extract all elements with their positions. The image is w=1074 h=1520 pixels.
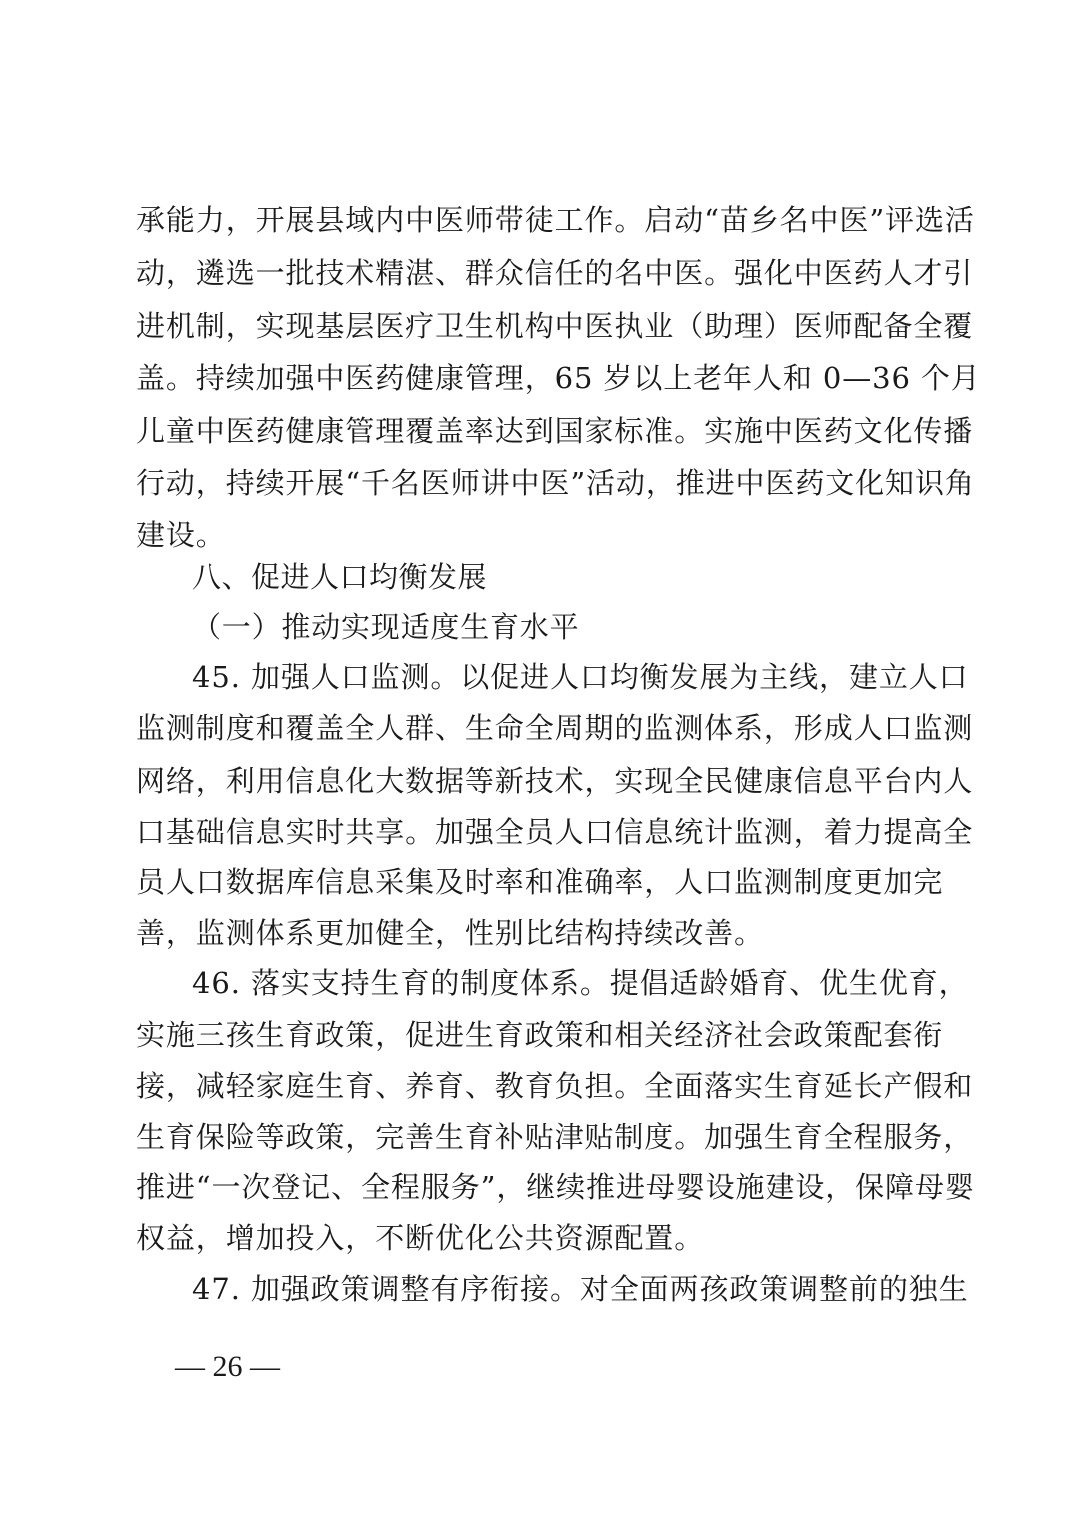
body-text-line: 实施三孩生育政策，促进生育政策和相关经济社会政策配套衔 bbox=[136, 1018, 944, 1052]
section-heading: 八、促进人口均衡发展 bbox=[192, 560, 488, 594]
body-text-line: 生育保险等政策，完善生育补贴津贴制度。加强生育全程服务， bbox=[136, 1120, 974, 1154]
body-text-line: 权益，增加投入，不断优化公共资源配置。 bbox=[136, 1221, 705, 1255]
body-text-line: 行动，持续开展“千名医师讲中医”活动，推进中医药文化知识角 bbox=[136, 466, 975, 500]
body-text-line: 善，监测体系更加健全，性别比结构持续改善。 bbox=[136, 916, 764, 950]
body-text-line: 网络，利用信息化大数据等新技术，实现全民健康信息平台内人 bbox=[136, 764, 974, 798]
paragraph-start-line: 47. 加强政策调整有序衔接。对全面两孩政策调整前的独生 bbox=[192, 1272, 969, 1306]
body-text-line: 承能力，开展县域内中医师带徒工作。启动“苗乡名中医”评选活 bbox=[136, 203, 975, 237]
page-number: — 26 — bbox=[175, 1350, 280, 1383]
body-text-line: 口基础信息实时共享。加强全员人口信息统计监测，着力提高全 bbox=[136, 815, 974, 849]
subsection-heading: （一）推动实现适度生育水平 bbox=[192, 610, 580, 644]
body-text-line: 建设。 bbox=[136, 518, 226, 552]
body-text-line: 儿童中医药健康管理覆盖率达到国家标准。实施中医药文化传播 bbox=[136, 414, 974, 448]
body-text-line: 进机制，实现基层医疗卫生机构中医执业（助理）医师配备全覆 bbox=[136, 309, 974, 343]
paragraph-start-line: 46. 落实支持生育的制度体系。提倡适龄婚育、优生优育， bbox=[192, 966, 969, 1000]
body-text-line: 动，遴选一批技术精湛、群众信任的名中医。强化中医药人才引 bbox=[136, 256, 974, 290]
body-text-line: 员人口数据库信息采集及时率和准确率，人口监测制度更加完 bbox=[136, 865, 944, 899]
body-text-line: 盖。持续加强中医药健康管理，65 岁以上老年人和 0—36 个月 bbox=[136, 361, 981, 395]
body-text-line: 接，减轻家庭生育、养育、教育负担。全面落实生育延长产假和 bbox=[136, 1069, 974, 1103]
body-text-line: 监测制度和覆盖全人群、生命全周期的监测体系，形成人口监测 bbox=[136, 711, 974, 745]
paragraph-start-line: 45. 加强人口监测。以促进人口均衡发展为主线，建立人口 bbox=[192, 660, 969, 694]
body-text-line: 推进“一次登记、全程服务”，继续推进母婴设施建设，保障母婴 bbox=[136, 1170, 975, 1204]
